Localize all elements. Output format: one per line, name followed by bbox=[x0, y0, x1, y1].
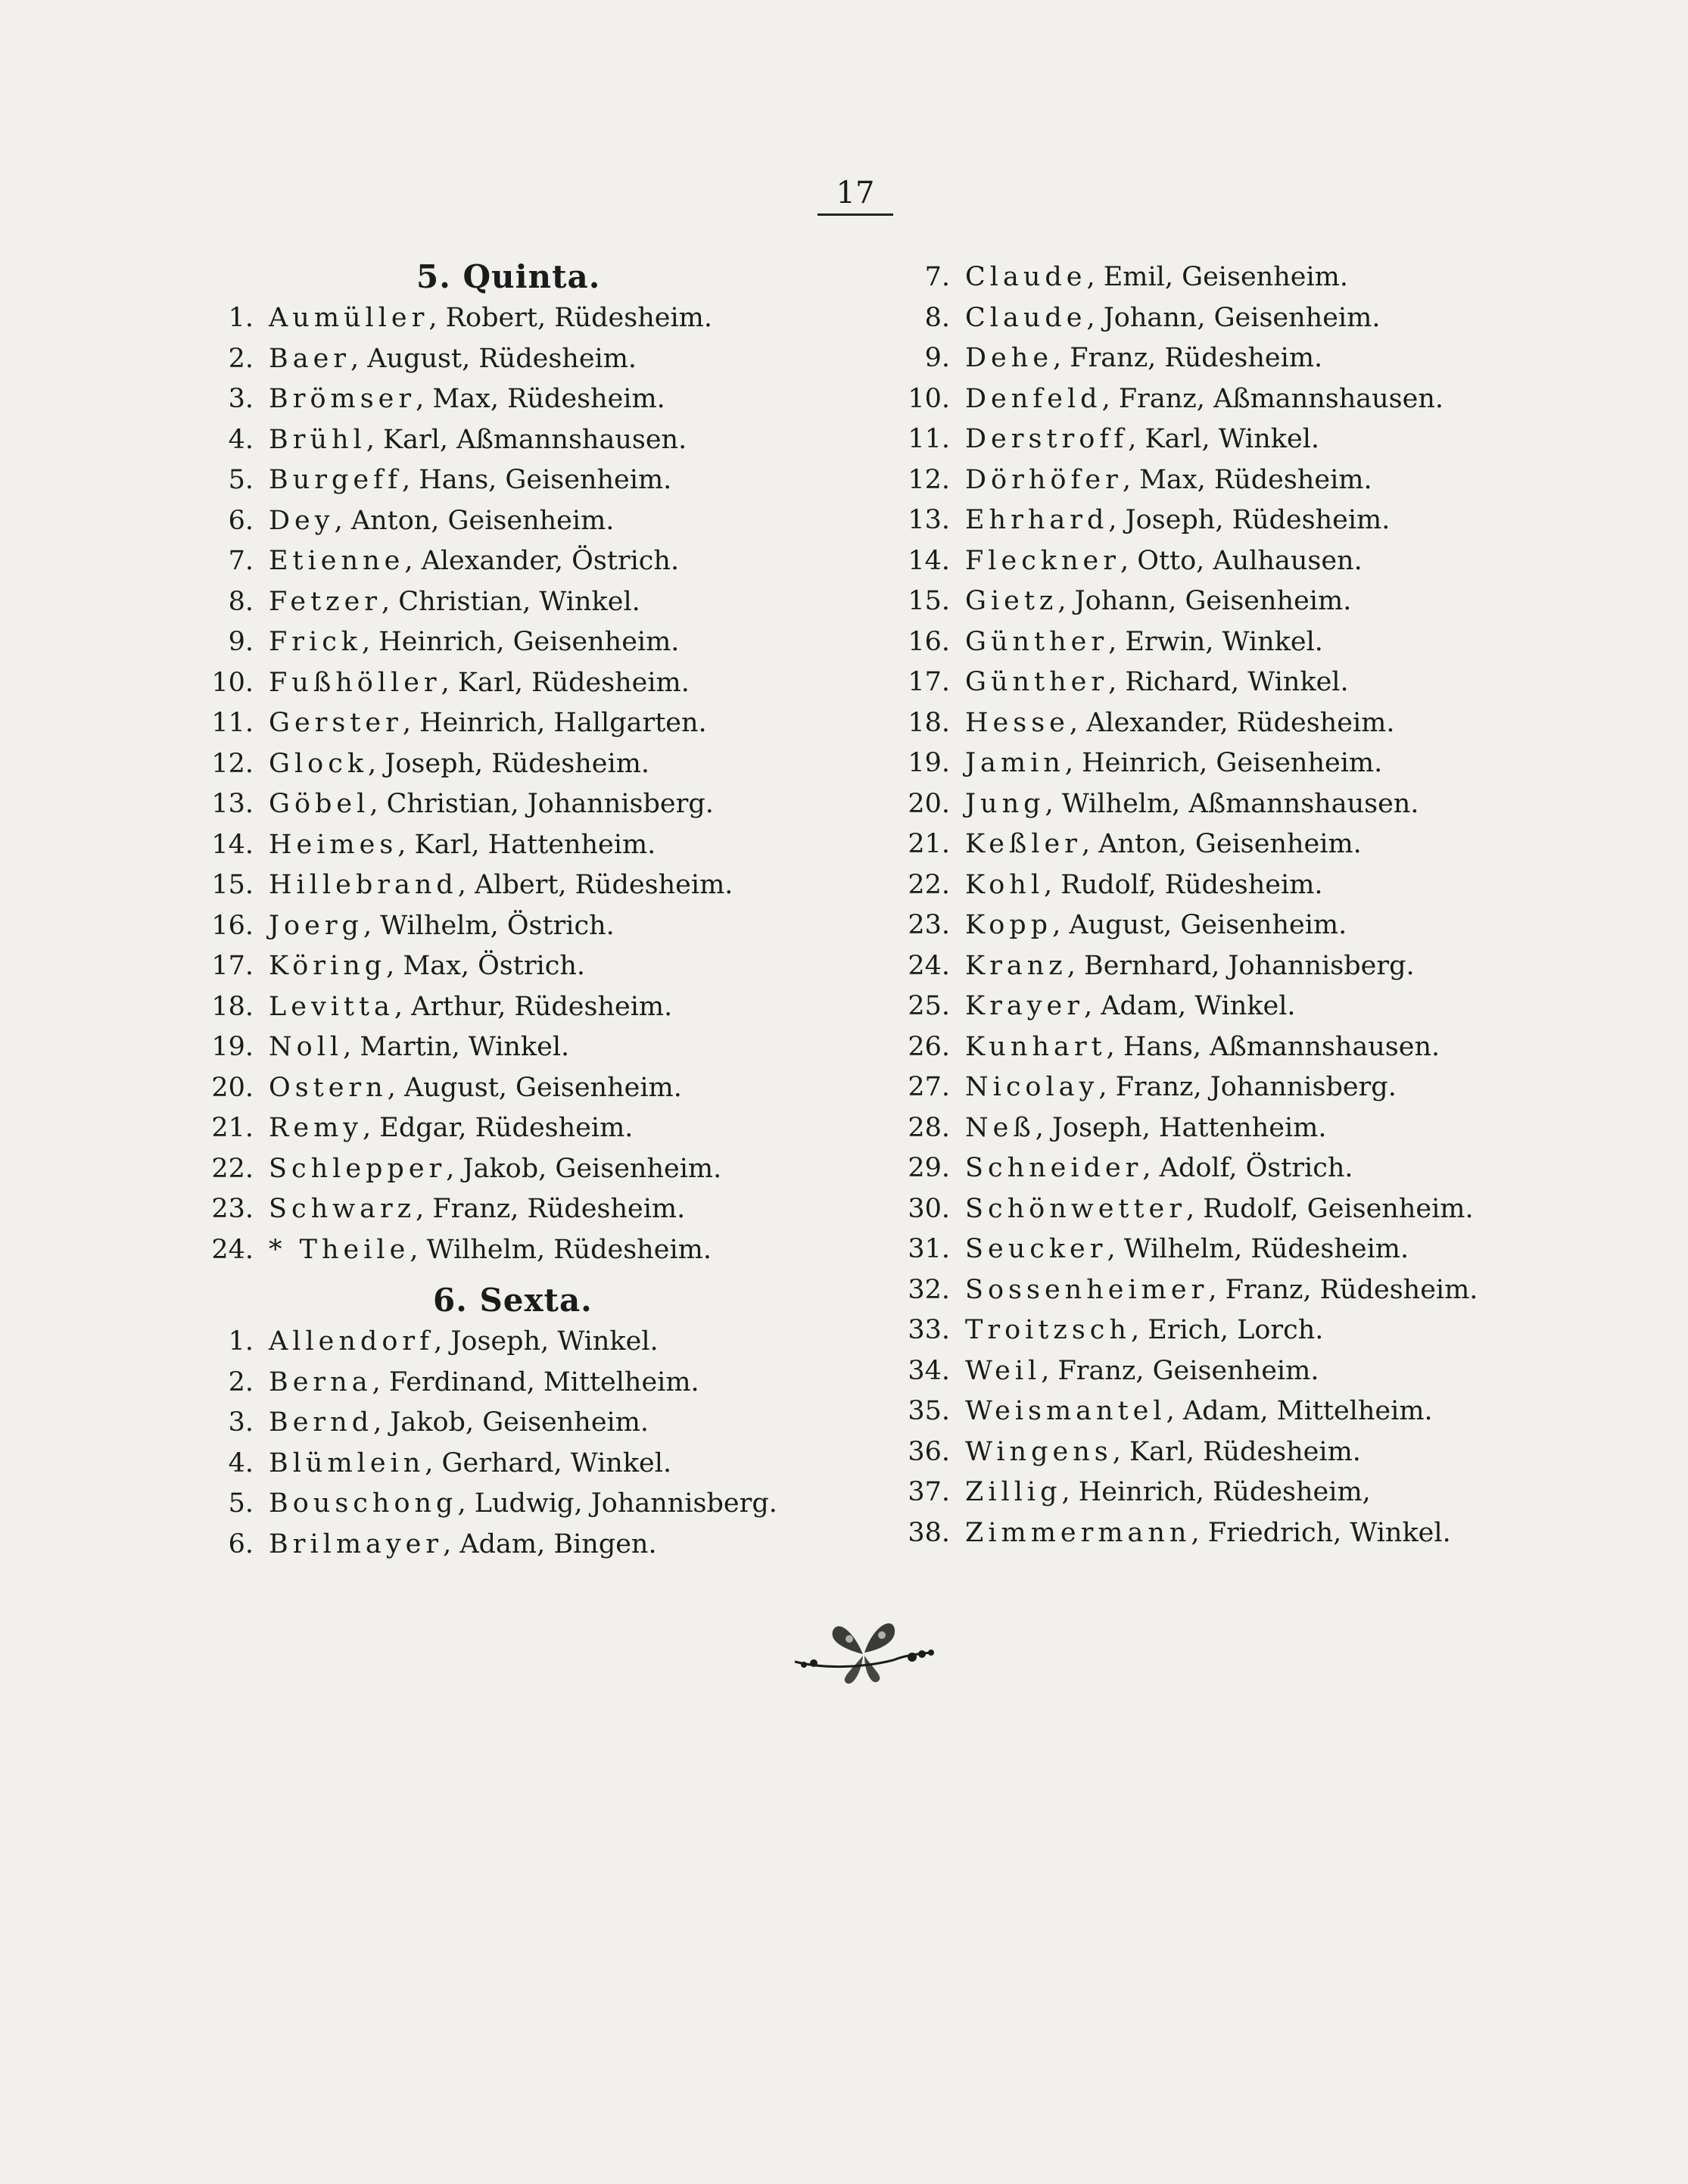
entry-number: 30. bbox=[908, 1193, 950, 1224]
entry-number: 16. bbox=[211, 910, 254, 941]
entry-surname: Levitta bbox=[269, 991, 394, 1022]
entry-number: 18. bbox=[211, 991, 254, 1022]
entry-surname: Günther bbox=[965, 667, 1109, 697]
entry-details: , Karl, Rüdesheim. bbox=[441, 667, 690, 698]
entry-number: 1. bbox=[228, 1326, 254, 1357]
entry-number: 4. bbox=[228, 424, 254, 455]
quinta-entry bbox=[197, 946, 772, 987]
entry-surname: Bernd bbox=[269, 1407, 374, 1438]
entry-number: 22. bbox=[908, 869, 950, 900]
entry-number: 36. bbox=[908, 1436, 950, 1467]
entry-details: , Arthur, Rüdesheim. bbox=[394, 991, 673, 1022]
entry-surname: Kohl bbox=[965, 869, 1045, 900]
sexta-entry bbox=[886, 1108, 1567, 1149]
entry-details: , Heinrich, Geisenheim. bbox=[362, 627, 680, 657]
entry-number: 1. bbox=[228, 303, 254, 333]
sexta-entry bbox=[886, 1067, 1567, 1108]
quinta-entry bbox=[197, 541, 772, 582]
entry-number: 8. bbox=[924, 302, 950, 333]
sexta-entry bbox=[886, 743, 1567, 784]
entry-number: 22. bbox=[211, 1153, 254, 1184]
entry-number: 6. bbox=[228, 505, 254, 536]
entry-surname: Brilmayer bbox=[269, 1528, 444, 1559]
entry-number: 17. bbox=[908, 667, 950, 697]
entry-number: 14. bbox=[908, 545, 950, 576]
entry-details: , Heinrich, Hallgarten. bbox=[402, 708, 707, 738]
entry-surname: * Theile bbox=[269, 1234, 410, 1265]
entry-surname: Baer bbox=[269, 343, 351, 374]
entry-number: 2. bbox=[228, 343, 254, 374]
entry-number: 12. bbox=[211, 748, 254, 779]
entry-details: , Erwin, Winkel. bbox=[1108, 626, 1323, 657]
sexta-entry bbox=[197, 1525, 772, 1566]
quinta-entry bbox=[197, 1027, 772, 1068]
entry-number: 21. bbox=[908, 829, 950, 859]
entry-surname: Ehrhard bbox=[965, 505, 1109, 535]
sexta-entry bbox=[886, 419, 1567, 460]
entry-details: , Alexander, Rüdesheim. bbox=[1069, 707, 1395, 738]
entry-surname: Bouschong bbox=[269, 1488, 458, 1519]
entry-number: 19. bbox=[211, 1032, 254, 1062]
entry-details: , Wilhelm, Rüdesheim. bbox=[410, 1234, 712, 1265]
entry-details: , Adolf, Östrich. bbox=[1142, 1153, 1353, 1183]
sexta-entry bbox=[886, 541, 1567, 582]
entry-number: 7. bbox=[228, 546, 254, 576]
entry-surname: Glock bbox=[269, 748, 369, 779]
entry-number: 27. bbox=[908, 1072, 950, 1102]
entry-surname: Ostern bbox=[269, 1072, 388, 1103]
entry-details: , Alexander, Östrich. bbox=[404, 546, 680, 576]
entry-number: 16. bbox=[908, 626, 950, 657]
entry-number: 4. bbox=[228, 1447, 254, 1478]
entry-details: , Martin, Winkel. bbox=[343, 1032, 570, 1062]
sexta-entry bbox=[886, 1472, 1567, 1513]
quinta-entry bbox=[197, 339, 772, 380]
entry-details: , Bernhard, Johannisberg. bbox=[1067, 950, 1415, 981]
entry-number: 35. bbox=[908, 1396, 950, 1426]
entry-details: , Wilhelm, Östrich. bbox=[363, 910, 615, 941]
sexta-heading: 6. Sexta. bbox=[433, 1282, 593, 1319]
butterfly-floral-ornament-icon bbox=[780, 1609, 946, 1700]
entry-surname: Troitzsch bbox=[965, 1315, 1131, 1345]
right-column bbox=[886, 257, 1567, 1553]
entry-surname: Dey bbox=[269, 505, 335, 536]
entry-surname: Claude bbox=[965, 302, 1087, 333]
entry-number: 2. bbox=[228, 1366, 254, 1397]
quinta-entry bbox=[197, 420, 772, 461]
entry-surname: Brühl bbox=[269, 424, 366, 455]
sexta-list-left bbox=[197, 1322, 777, 1565]
entry-number: 34. bbox=[908, 1355, 950, 1386]
entry-surname: Keßler bbox=[965, 829, 1082, 859]
entry-details: , Adam, Bingen. bbox=[443, 1528, 657, 1559]
entry-details: , Franz, Rüdesheim. bbox=[1053, 343, 1323, 373]
entry-surname: Krayer bbox=[965, 991, 1084, 1021]
entry-number: 29. bbox=[908, 1153, 950, 1183]
entry-details: , Anton, Geisenheim. bbox=[334, 505, 615, 536]
sexta-entry bbox=[886, 338, 1567, 379]
entry-surname: Neß bbox=[965, 1112, 1036, 1143]
entry-number: 21. bbox=[211, 1113, 254, 1143]
entry-details: , Ludwig, Johannisberg. bbox=[457, 1488, 777, 1519]
quinta-entry bbox=[197, 1189, 772, 1230]
entry-number: 5. bbox=[228, 1488, 254, 1519]
entry-surname: Aumüller bbox=[269, 303, 429, 333]
entry-details: , Franz, Rüdesheim. bbox=[416, 1194, 686, 1224]
entry-details: , Karl, Hattenheim. bbox=[397, 829, 656, 860]
sexta-entry bbox=[886, 257, 1567, 298]
entry-number: 5. bbox=[228, 465, 254, 495]
entry-details: , Jakob, Geisenheim. bbox=[373, 1407, 649, 1438]
entry-details: , Franz, Geisenheim. bbox=[1041, 1355, 1319, 1386]
entry-surname: Wingens bbox=[965, 1436, 1113, 1467]
entry-surname: Fußhöller bbox=[269, 667, 441, 698]
quinta-entry bbox=[197, 582, 772, 623]
quinta-entry bbox=[197, 703, 772, 744]
entry-surname: Etienne bbox=[269, 546, 405, 576]
entry-number: 10. bbox=[211, 667, 254, 698]
entry-surname: Seucker bbox=[965, 1234, 1107, 1264]
entry-details: , Heinrich, Rüdesheim, bbox=[1061, 1477, 1371, 1507]
sexta-entry bbox=[886, 1513, 1567, 1554]
entry-details: , Johann, Geisenheim. bbox=[1086, 302, 1381, 333]
entry-details: , Hans, Aßmannshausen. bbox=[1106, 1031, 1440, 1062]
entry-surname: Heimes bbox=[269, 829, 398, 860]
entry-surname: Kopp bbox=[965, 910, 1053, 940]
entry-details: , Karl, Aßmannshausen. bbox=[366, 424, 687, 455]
entry-details: , Wilhelm, Aßmannshausen. bbox=[1045, 788, 1419, 819]
sexta-entry bbox=[886, 1310, 1567, 1351]
entry-number: 6. bbox=[228, 1528, 254, 1559]
entry-surname: Günther bbox=[965, 626, 1109, 657]
entry-surname: Dehe bbox=[965, 343, 1054, 373]
sexta-entry bbox=[886, 581, 1567, 622]
sexta-entry bbox=[886, 379, 1567, 420]
entry-surname: Hillebrand bbox=[269, 870, 458, 900]
entry-number: 23. bbox=[211, 1194, 254, 1224]
entry-surname: Blümlein bbox=[269, 1447, 425, 1478]
left-column bbox=[197, 256, 777, 1565]
entry-details: , Albert, Rüdesheim. bbox=[457, 870, 733, 900]
entry-number: 19. bbox=[908, 748, 950, 778]
entry-details: , Franz, Johannisberg. bbox=[1098, 1072, 1397, 1102]
quinta-entry bbox=[197, 379, 772, 420]
quinta-entry bbox=[197, 460, 772, 501]
entry-surname: Schönwetter bbox=[965, 1193, 1186, 1224]
entry-surname: Noll bbox=[269, 1032, 344, 1062]
entry-details: , Karl, Winkel. bbox=[1128, 424, 1320, 454]
entry-details: , Edgar, Rüdesheim. bbox=[363, 1113, 634, 1143]
sexta-list-right bbox=[886, 257, 1567, 1553]
entry-surname: Derstroff bbox=[965, 424, 1129, 454]
entry-details: , Rudolf, Geisenheim. bbox=[1185, 1193, 1474, 1224]
entry-number: 28. bbox=[908, 1112, 950, 1143]
entry-number: 37. bbox=[908, 1477, 950, 1507]
entry-surname: Jung bbox=[965, 788, 1045, 819]
entry-number: 24. bbox=[908, 950, 950, 981]
entry-number: 8. bbox=[228, 586, 254, 617]
entry-number: 10. bbox=[908, 383, 950, 414]
sexta-entry bbox=[886, 703, 1567, 744]
entry-surname: Jamin bbox=[965, 748, 1065, 778]
entry-number: 31. bbox=[908, 1234, 950, 1264]
entry-surname: Zillig bbox=[965, 1477, 1062, 1507]
entry-number: 13. bbox=[908, 505, 950, 535]
entry-surname: Claude bbox=[965, 262, 1087, 292]
entry-surname: Denfeld bbox=[965, 383, 1102, 414]
entry-number: 3. bbox=[228, 384, 254, 414]
quinta-entry bbox=[197, 622, 772, 663]
entry-details: , Anton, Geisenheim. bbox=[1081, 829, 1362, 859]
quinta-entry bbox=[197, 784, 772, 825]
sexta-entry bbox=[886, 622, 1567, 663]
entry-number: 15. bbox=[908, 586, 950, 616]
entry-number: 20. bbox=[908, 788, 950, 819]
sexta-entry bbox=[197, 1322, 772, 1363]
entry-surname: Hesse bbox=[965, 707, 1070, 738]
sexta-entry bbox=[886, 1351, 1567, 1392]
entry-details: , Joseph, Rüdesheim. bbox=[368, 748, 650, 779]
entry-details: , Gerhard, Winkel. bbox=[425, 1447, 672, 1478]
quinta-entry bbox=[197, 1230, 772, 1271]
entry-details: , Joseph, Winkel. bbox=[434, 1326, 659, 1357]
entry-details: , Christian, Winkel. bbox=[382, 586, 640, 617]
entry-number: 24. bbox=[211, 1234, 254, 1265]
entry-number: 13. bbox=[211, 789, 254, 819]
entry-surname: Schwarz bbox=[269, 1194, 416, 1224]
entry-number: 11. bbox=[908, 424, 950, 454]
quinta-entry bbox=[197, 987, 772, 1028]
sexta-entry bbox=[886, 460, 1567, 501]
sexta-entry bbox=[886, 1027, 1567, 1068]
entry-number: 26. bbox=[908, 1031, 950, 1062]
sexta-entry bbox=[886, 1148, 1567, 1189]
sexta-entry bbox=[197, 1444, 772, 1485]
entry-details: , Friedrich, Winkel. bbox=[1191, 1517, 1451, 1548]
entry-surname: Weismantel bbox=[965, 1396, 1166, 1426]
entry-surname: Sossenheimer bbox=[965, 1274, 1209, 1305]
entry-surname: Köring bbox=[269, 951, 387, 981]
sexta-entry bbox=[197, 1484, 777, 1525]
entry-number: 9. bbox=[228, 627, 254, 657]
quinta-entry bbox=[197, 1149, 772, 1190]
entry-number: 11. bbox=[211, 708, 254, 738]
entry-details: , Emil, Geisenheim. bbox=[1086, 262, 1348, 292]
entry-surname: Schneider bbox=[965, 1153, 1143, 1183]
entry-details: , Johann, Geisenheim. bbox=[1057, 586, 1352, 616]
entry-details: , Franz, Rüdesheim. bbox=[1208, 1274, 1478, 1305]
entry-surname: Fetzer bbox=[269, 586, 382, 617]
entry-details: , Robert, Rüdesheim. bbox=[428, 303, 712, 333]
quinta-entry bbox=[197, 906, 772, 947]
sexta-entry bbox=[886, 905, 1567, 946]
entry-details: , Karl, Rüdesheim. bbox=[1112, 1436, 1361, 1467]
entry-surname: Göbel bbox=[269, 789, 370, 819]
quinta-entry bbox=[197, 298, 772, 339]
page-number: 17 bbox=[818, 176, 893, 216]
entry-details: , Heinrich, Geisenheim. bbox=[1064, 748, 1383, 778]
sexta-entry bbox=[197, 1403, 772, 1444]
entry-number: 20. bbox=[211, 1072, 254, 1103]
entry-number: 23. bbox=[908, 910, 950, 940]
sexta-entry bbox=[886, 1229, 1567, 1270]
entry-details: , Joseph, Rüdesheim. bbox=[1108, 505, 1391, 535]
sexta-entry bbox=[197, 1363, 772, 1404]
entry-details: , Joseph, Hattenheim. bbox=[1035, 1112, 1327, 1143]
entry-number: 14. bbox=[211, 829, 254, 860]
entry-surname: Frick bbox=[269, 627, 363, 657]
entry-number: 7. bbox=[924, 262, 950, 292]
entry-surname: Burgeff bbox=[269, 465, 403, 495]
quinta-entry bbox=[197, 663, 772, 704]
entry-surname: Kunhart bbox=[965, 1031, 1107, 1062]
entry-details: , Adam, Mittelheim. bbox=[1166, 1396, 1433, 1426]
entry-number: 33. bbox=[908, 1315, 950, 1345]
entry-number: 32. bbox=[908, 1274, 950, 1305]
entry-surname: Schlepper bbox=[269, 1153, 447, 1184]
entry-details: , Max, Östrich. bbox=[386, 951, 586, 981]
entry-number: 38. bbox=[908, 1517, 950, 1548]
entry-surname: Remy bbox=[269, 1113, 363, 1143]
sexta-entry bbox=[886, 946, 1567, 987]
entry-details: , Ferdinand, Mittelheim. bbox=[372, 1366, 699, 1397]
entry-details: , Franz, Aßmannshausen. bbox=[1101, 383, 1444, 414]
quinta-entry bbox=[197, 1068, 772, 1109]
entry-details: , Richard, Winkel. bbox=[1108, 667, 1349, 697]
quinta-heading: 5. Quinta. bbox=[416, 258, 601, 295]
entry-details: , August, Rüdesheim. bbox=[350, 343, 637, 374]
entry-details: , Adam, Winkel. bbox=[1083, 991, 1296, 1021]
entry-number: 17. bbox=[211, 951, 254, 981]
entry-number: 9. bbox=[924, 343, 950, 373]
entry-details: , Erich, Lorch. bbox=[1130, 1315, 1324, 1345]
quinta-entry bbox=[197, 1108, 772, 1149]
quinta-entry bbox=[197, 744, 772, 785]
sexta-entry bbox=[886, 1270, 1567, 1311]
entry-number: 18. bbox=[908, 707, 950, 738]
entry-surname: Nicolay bbox=[965, 1072, 1099, 1102]
quinta-entry bbox=[197, 825, 772, 866]
entry-details: , Hans, Geisenheim. bbox=[402, 465, 672, 495]
sexta-entry bbox=[886, 500, 1567, 541]
entry-details: , Christian, Johannisberg. bbox=[369, 789, 714, 819]
entry-surname: Gietz bbox=[965, 586, 1058, 616]
entry-number: 25. bbox=[908, 991, 950, 1021]
entry-surname: Joerg bbox=[269, 910, 363, 941]
sexta-entry bbox=[886, 1189, 1567, 1230]
entry-surname: Dörhöfer bbox=[965, 464, 1123, 495]
entry-details: , Wilhelm, Rüdesheim. bbox=[1107, 1234, 1409, 1264]
sexta-entry bbox=[886, 865, 1567, 906]
entry-surname: Zimmermann bbox=[965, 1517, 1191, 1548]
entry-surname: Fleckner bbox=[965, 545, 1120, 576]
entry-details: , Max, Rüdesheim. bbox=[416, 384, 665, 414]
entry-surname: Brömser bbox=[269, 384, 416, 414]
quinta-entry bbox=[197, 865, 772, 906]
sexta-entry bbox=[886, 784, 1567, 825]
entry-details: , August, Geisenheim. bbox=[387, 1072, 682, 1103]
entry-number: 15. bbox=[211, 870, 254, 900]
entry-details: , Rudolf, Rüdesheim. bbox=[1044, 869, 1323, 900]
sexta-entry bbox=[886, 1432, 1567, 1473]
entry-details: , August, Geisenheim. bbox=[1052, 910, 1347, 940]
quinta-list bbox=[197, 298, 772, 1270]
quinta-entry bbox=[197, 501, 772, 542]
entry-surname: Kranz bbox=[965, 950, 1067, 981]
sexta-entry bbox=[886, 298, 1567, 339]
entry-details: , Max, Rüdesheim. bbox=[1122, 464, 1372, 495]
sexta-entry bbox=[886, 662, 1567, 703]
sexta-entry bbox=[886, 986, 1567, 1027]
entry-details: , Jakob, Geisenheim. bbox=[446, 1153, 722, 1184]
entry-surname: Gerster bbox=[269, 708, 403, 738]
entry-surname: Berna bbox=[269, 1366, 372, 1397]
sexta-entry bbox=[886, 824, 1567, 865]
entry-number: 12. bbox=[908, 464, 950, 495]
sexta-entry bbox=[886, 1391, 1567, 1432]
entry-number: 3. bbox=[228, 1407, 254, 1438]
entry-surname: Allendorf bbox=[269, 1326, 434, 1357]
entry-surname: Weil bbox=[965, 1355, 1042, 1386]
entry-details: , Otto, Aulhausen. bbox=[1120, 545, 1363, 576]
